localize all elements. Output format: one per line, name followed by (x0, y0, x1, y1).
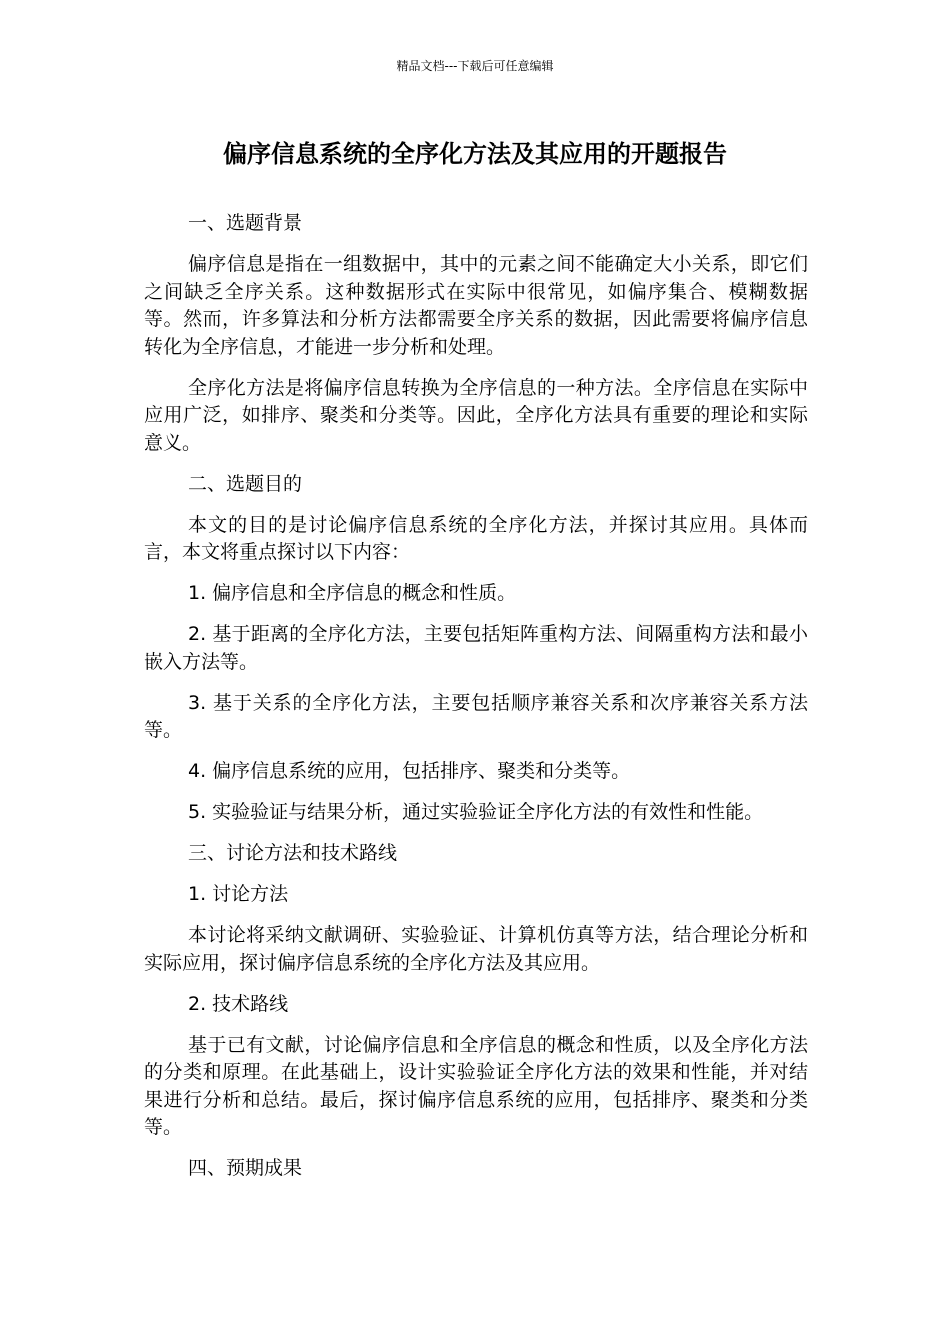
paragraph-purpose: 本文的目的是讨论偏序信息系统的全序化方法，并探讨其应用。具体而言，本文将重点探讨以下内容： (144, 513, 808, 563)
section-heading-method: 三、讨论方法和技术路线 (188, 842, 398, 864)
list-item-3: 3. 基于关系的全序化方法，主要包括顺序兼容关系和次序兼容关系方法等。 (144, 691, 808, 741)
header-note: 精品文档---下载后可任意编辑 (396, 59, 554, 73)
section-heading-background: 一、选题背景 (188, 212, 303, 234)
section-heading-outcomes: 四、预期成果 (188, 1157, 303, 1179)
subheading-route: 2. 技术路线 (188, 992, 289, 1015)
list-item-1: 1. 偏序信息和全序信息的概念和性质。 (188, 582, 517, 604)
section-heading-purpose: 二、选题目的 (188, 472, 303, 495)
document-body (144, 210, 808, 1196)
paragraph-background-2: 全序化方法是将偏序信息转换为全序信息的一种方法。全序信息在实际中应用广泛，如排序、聚类和分类等。因此，全序化方法具有重要的理论和实际意义。 (144, 376, 808, 454)
paragraph-background-1: 偏序信息是指在一组数据中，其中的元素之间不能确定大小关系，即它们之间缺乏全序关系。这种数据形式在实际中很常见，如偏序集合、模糊数据等。然而，许多算法和分析方法都需要全序关系的数据，因此需要将偏序信息转化为全序信息，才能进一步分析和处理。 (144, 253, 808, 358)
document-title: 偏序信息系统的全序化方法及其应用的开题报告 (223, 140, 727, 168)
paragraph-method: 本讨论将采纳文献调研、实验验证、计算机仿真等方法，结合理论分析和实际应用，探讨偏序信息系统的全序化方法及其应用。 (144, 924, 808, 974)
paragraph-route: 基于已有文献，讨论偏序信息和全序信息的概念和性质，以及全序化方法的分类和原理。在此基础上，设计实验验证全序化方法的效果和性能，并对结果进行分析和总结。最后，探讨偏序信息系统的应用，包括排序、聚类和分类等。 (144, 1033, 808, 1138)
list-item-5: 5. 实验验证与结果分析，通过实验验证全序化方法的有效性和性能。 (188, 801, 764, 823)
subheading-method: 1. 讨论方法 (188, 883, 289, 905)
list-item-2: 2. 基于距离的全序化方法，主要包括矩阵重构方法、间隔重构方法和最小嵌入方法等。 (144, 623, 808, 673)
list-item-4: 4. 偏序信息系统的应用，包括排序、聚类和分类等。 (188, 760, 631, 782)
